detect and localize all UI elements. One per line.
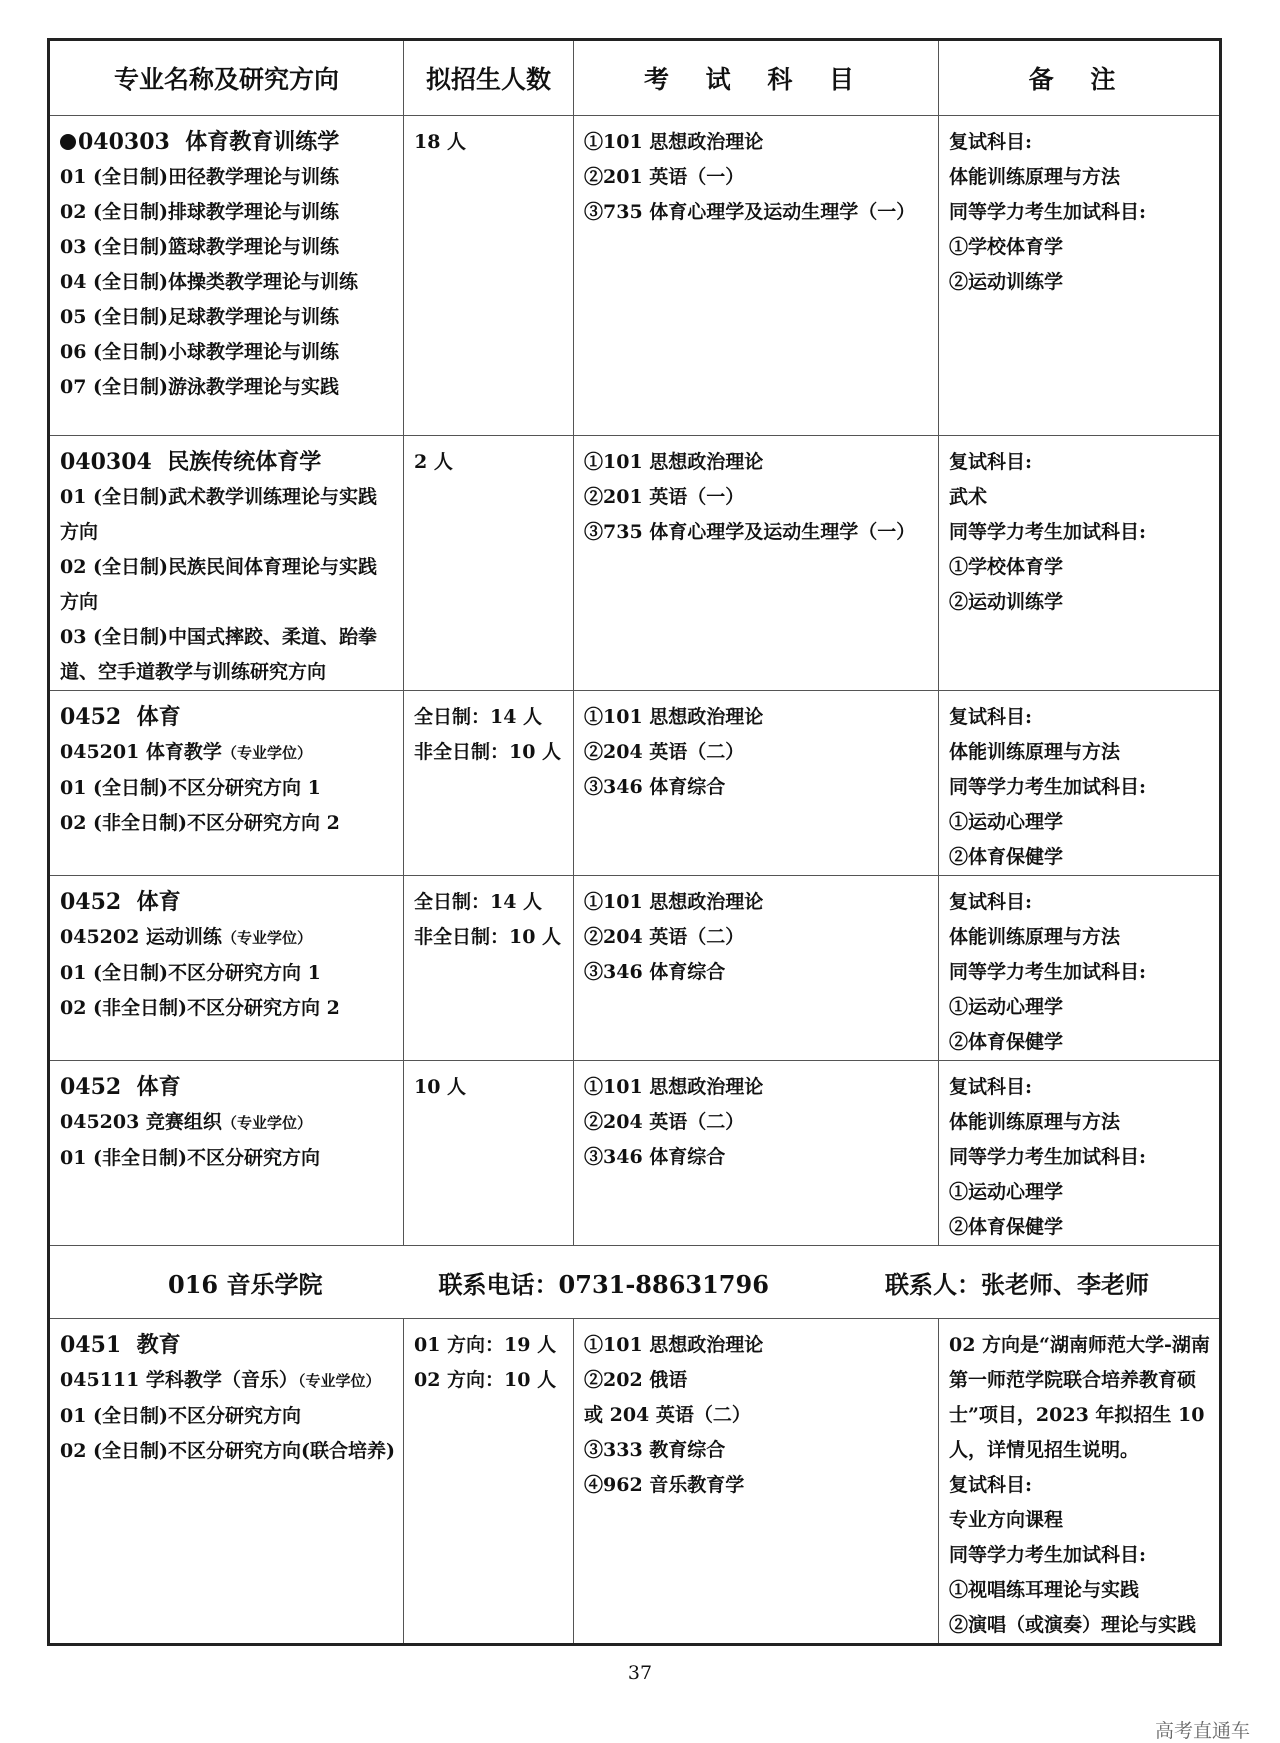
major-code: 040303 [78,129,170,155]
direction: 01 (全日制)不区分研究方向 [60,1405,302,1427]
subject: ③735 体育心理学及运动生理学（一） [584,521,916,543]
header-subjects: 考 试 科 目 [574,40,939,116]
direction: 04 (全日制)体操类教学理论与训练 [60,271,359,293]
notes-cell [939,1319,1221,1645]
direction: 01 (全日制)不区分研究方向 1 [60,777,321,799]
major-name: 体育 [136,1074,181,1100]
quota-cell [404,876,574,1061]
college-cell [49,1246,1221,1319]
sub-tag: （专业学位） [297,1372,381,1390]
note: 复试科目: [949,891,1033,913]
subject: ③333 教育综合 [584,1439,726,1461]
note: ①运动心理学 [949,811,1064,833]
quota: 02 方向：10 人 [414,1369,557,1391]
subjects-cell [574,116,939,436]
major-name: 体育 [136,704,181,730]
major-code: 0452 [60,1074,122,1100]
subject: ①101 思想政治理论 [584,1076,764,1098]
subjects-cell [574,436,939,691]
quota: 2 人 [414,451,453,473]
note: ②演唱（或演奏）理论与实践 [949,1614,1197,1636]
subject: ③346 体育综合 [584,776,726,798]
subject: 或 204 英语（二） [584,1404,751,1426]
quota-cell [404,116,574,436]
major-name: 体育教育训练学 [185,129,340,155]
subject: ②204 英语（二） [584,741,745,763]
quota: 非全日制：10 人 [414,926,562,948]
note: ②运动训练学 [949,271,1064,293]
subject: ①101 思想政治理论 [584,1334,764,1356]
note: 复试科目: [949,706,1033,728]
header-major: 专业名称及研究方向 [49,40,404,116]
major-cell [49,1061,404,1246]
direction: 02 (非全日制)不区分研究方向 2 [60,997,340,1019]
quota: 10 人 [414,1076,467,1098]
watermark: 高考直通车 [1154,1720,1250,1742]
sub-code: 045111 学科教学（音乐） [60,1369,298,1391]
quota: 全日制：14 人 [414,706,543,728]
direction: 01 (全日制)不区分研究方向 1 [60,962,321,984]
note: 同等学力考生加试科目: [949,1544,1147,1566]
subject: ①101 思想政治理论 [584,451,764,473]
subject: ②204 英语（二） [584,1111,745,1133]
note: 同等学力考生加试科目: [949,201,1147,223]
page-number: 37 [627,1662,653,1684]
direction: 02 (非全日制)不区分研究方向 2 [60,812,340,834]
subjects-cell [574,1319,939,1645]
note: ①运动心理学 [949,1181,1064,1203]
direction: 03 (全日制)篮球教学理论与训练 [60,236,340,258]
subject: ②201 英语（一） [584,486,745,508]
major-cell [49,116,404,436]
note: 复试科目: [949,131,1033,153]
quota: 全日制：14 人 [414,891,543,913]
college-contact: 联系人：张老师、李老师 [885,1269,1149,1299]
quota: 18 人 [414,131,467,153]
note: ②体育保健学 [949,1031,1064,1053]
notes-cell [939,1061,1221,1246]
college-name: 016 音乐学院 [168,1269,323,1299]
major-cell [49,691,404,876]
sub-code: 045203 竞赛组织 [60,1111,222,1133]
major-code: 0452 [60,704,122,730]
bullet-icon [60,134,76,150]
notes-cell [939,116,1221,436]
sub-tag: （专业学位） [221,1114,312,1132]
direction: 03 (全日制)中国式摔跤、柔道、跆拳道、空手道教学与训练研究方向 [60,626,378,683]
major-code: 040304 [60,449,152,475]
direction: 05 (全日制)足球教学理论与训练 [60,306,340,328]
note: 体能训练原理与方法 [949,926,1121,948]
direction: 06 (全日制)小球教学理论与训练 [60,341,340,363]
subjects-cell [574,1061,939,1246]
subject: ①101 思想政治理论 [584,706,764,728]
header-row [49,40,1221,116]
notes-cell [939,436,1221,691]
major-name: 体育 [136,889,181,915]
quota-cell [404,436,574,691]
sub-tag: （专业学位） [221,929,312,947]
enrollment-table [47,38,1222,1646]
note: ①学校体育学 [949,236,1064,258]
direction: 02 (全日制)不区分研究方向(联合培养) [60,1440,396,1462]
direction: 07 (全日制)游泳教学理论与实践 [60,376,340,398]
note: ②体育保健学 [949,846,1064,868]
table-row [49,436,1221,691]
note: ①运动心理学 [949,996,1064,1018]
subject: ②204 英语（二） [584,926,745,948]
table-row [49,691,1221,876]
subject: ②201 英语（一） [584,166,745,188]
header-quota: 拟招生人数 [404,40,574,116]
subject: ②202 俄语 [584,1369,688,1391]
note: 同等学力考生加试科目: [949,521,1147,543]
note: 专业方向课程 [949,1509,1064,1531]
note: 复试科目: [949,1474,1033,1496]
quota-cell [404,1061,574,1246]
major-cell [49,1319,404,1645]
header-notes: 备 注 [939,40,1221,116]
quota-cell [404,691,574,876]
subject: ①101 思想政治理论 [584,891,764,913]
note: 武术 [949,486,988,508]
quota: 01 方向：19 人 [414,1334,557,1356]
subject: ③346 体育综合 [584,961,726,983]
note: 同等学力考生加试科目: [949,961,1147,983]
major-code: 0451 [60,1332,122,1358]
college-phone: 联系电话：0731-88631796 [438,1269,769,1299]
sub-code: 045201 体育教学 [60,741,222,763]
subjects-cell [574,691,939,876]
direction: 01 (全日制)武术教学训练理论与实践方向 [60,486,378,543]
table-row [49,116,1221,436]
quota: 非全日制：10 人 [414,741,562,763]
major-name: 民族传统体育学 [167,449,322,475]
note: 复试科目: [949,451,1033,473]
note: 体能训练原理与方法 [949,166,1121,188]
note: 同等学力考生加试科目: [949,776,1147,798]
subject: ③735 体育心理学及运动生理学（一） [584,201,916,223]
note: ①学校体育学 [949,556,1064,578]
sub-tag: （专业学位） [221,744,312,762]
major-code: 0452 [60,889,122,915]
quota-cell [404,1319,574,1645]
notes-cell [939,691,1221,876]
direction: 02 (全日制)民族民间体育理论与实践方向 [60,556,378,613]
note-paragraph: 02 方向是“湖南师范大学-湖南第一师范学院联合培养教育硕士”项目，2023 年拟招生 10 人，详情见招生说明。 [949,1334,1210,1461]
note: 复试科目: [949,1076,1033,1098]
subjects-cell [574,876,939,1061]
table-row [49,1061,1221,1246]
subject: ④962 音乐教育学 [584,1474,745,1496]
subject: ③346 体育综合 [584,1146,726,1168]
major-cell [49,876,404,1061]
note: 体能训练原理与方法 [949,1111,1121,1133]
note: 体能训练原理与方法 [949,741,1121,763]
college-row [49,1246,1221,1319]
note: ②运动训练学 [949,591,1064,613]
notes-cell [939,876,1221,1061]
subject: ①101 思想政治理论 [584,131,764,153]
major-name: 教育 [136,1332,181,1358]
note: ②体育保健学 [949,1216,1064,1238]
direction: 01 (非全日制)不区分研究方向 [60,1147,321,1169]
note: ①视唱练耳理论与实践 [949,1579,1140,1601]
sub-code: 045202 运动训练 [60,926,222,948]
major-cell [49,436,404,691]
table-row [49,1319,1221,1645]
note: 同等学力考生加试科目: [949,1146,1147,1168]
direction: 02 (全日制)排球教学理论与训练 [60,201,340,223]
direction: 01 (全日制)田径教学理论与训练 [60,166,340,188]
table-row [49,876,1221,1061]
